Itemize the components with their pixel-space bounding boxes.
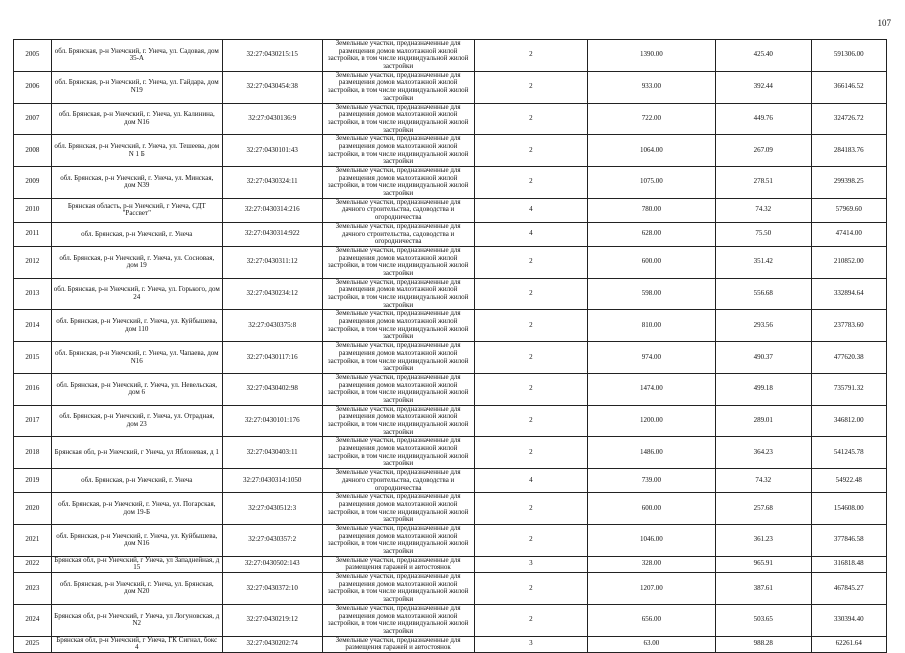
address-cell: обл. Брянская, р-н Унечский, г. Унеча, ул. Отрадная, дом 23 [51,405,222,437]
land-purpose-cell: Земельные участки, предназначенные для размещения домов малоэтажной жилой застройки, в том числе индивидуальной жилой застройки [322,167,474,199]
specific-value-cell: 387.61 [715,573,811,605]
table-row [14,437,887,469]
area-cell: 780.00 [587,198,715,222]
address-cell: Брянская обл, р-н Унечский, г Унеча, ул Западнейная, д 15 [51,556,222,572]
land-purpose-cell: Земельные участки, предназначенные для дачного строительства, садоводства и огородничества [322,469,474,493]
address-cell: обл. Брянская, р-н Унечский, г. Унеча, ул. Тешеева, дом N 1 Б [51,135,222,167]
record-number-cell: 2024 [14,604,52,636]
cadastral-number-cell: 32:27:0430219:12 [222,604,322,636]
record-number-cell: 2016 [14,373,52,405]
cadastral-value-cell: 284183.76 [811,135,886,167]
table-row [14,167,887,199]
address-cell: обл. Брянская, р-н Унечский, г. Унеча, ул. Погарская, дом 19-Б [51,493,222,525]
area-cell: 598.00 [587,278,715,310]
area-cell: 974.00 [587,342,715,374]
record-number-cell: 2021 [14,524,52,556]
area-cell: 1474.00 [587,373,715,405]
specific-value-cell: 75.50 [715,222,811,246]
address-cell: обл. Брянская, р-н Унечский, г. Унеча, ул. Садовая, дом 35-А [51,40,222,72]
land-purpose-cell: Земельные участки, предназначенные для размещения домов малоэтажной жилой застройки, в том числе индивидуальной жилой застройки [322,373,474,405]
specific-value-cell: 449.76 [715,103,811,135]
land-valuation-table [13,39,887,653]
table-row [14,342,887,374]
cadastral-number-cell: 32:27:0430403:11 [222,437,322,469]
area-cell: 1207.00 [587,573,715,605]
land-purpose-cell: Земельные участки, предназначенные для размещения домов малоэтажной жилой застройки, в том числе индивидуальной жилой застройки [322,405,474,437]
address-cell: обл. Брянская, р-н Унечский, г. Унеча, ул. Гайдара, дом N19 [51,71,222,103]
table-row [14,40,887,72]
address-cell: обл. Брянская, р-н Унечский, г. Унеча, ул. Горького, дом 24 [51,278,222,310]
specific-value-cell: 965.91 [715,556,811,572]
land-purpose-cell: Земельные участки, предназначенные для размещения домов малоэтажной жилой застройки, в том числе индивидуальной жилой застройки [322,246,474,278]
area-cell: 1046.00 [587,524,715,556]
area-cell: 810.00 [587,310,715,342]
cadastral-value-cell: 332894.64 [811,278,886,310]
cadastral-value-cell: 316818.48 [811,556,886,572]
cadastral-value-cell: 467845.27 [811,573,886,605]
table-row [14,198,887,222]
table-row [14,135,887,167]
area-cell: 1486.00 [587,437,715,469]
land-purpose-cell: Земельные участки, предназначенные для размещения домов малоэтажной жилой застройки, в том числе индивидуальной жилой застройки [322,278,474,310]
record-number-cell: 2020 [14,493,52,525]
record-number-cell: 2019 [14,469,52,493]
use-group-cell: 2 [474,604,587,636]
land-purpose-cell: Земельные участки, предназначенные для размещения гаражей и автостоянок [322,556,474,572]
record-number-cell: 2025 [14,636,52,652]
area-cell: 600.00 [587,493,715,525]
record-number-cell: 2023 [14,573,52,605]
use-group-cell: 4 [474,198,587,222]
use-group-cell: 2 [474,310,587,342]
cadastral-value-cell: 54922.48 [811,469,886,493]
use-group-cell: 4 [474,469,587,493]
specific-value-cell: 278.51 [715,167,811,199]
land-purpose-cell: Земельные участки, предназначенные для размещения домов малоэтажной жилой застройки, в том числе индивидуальной жилой застройки [322,310,474,342]
page-number: 107 [877,18,891,28]
address-cell: обл. Брянская, р-н Унечский, г. Унеча [51,222,222,246]
cadastral-value-cell: 735791.32 [811,373,886,405]
cadastral-number-cell: 32:27:0430136:9 [222,103,322,135]
use-group-cell: 4 [474,222,587,246]
cadastral-number-cell: 32:27:0430512:3 [222,493,322,525]
specific-value-cell: 293.56 [715,310,811,342]
record-number-cell: 2015 [14,342,52,374]
address-cell: обл. Брянская, р-н Унечский, г. Унеча, ул. Невельская, дом 6 [51,373,222,405]
record-number-cell: 2011 [14,222,52,246]
specific-value-cell: 988.28 [715,636,811,652]
record-number-cell: 2014 [14,310,52,342]
specific-value-cell: 257.68 [715,493,811,525]
use-group-cell: 2 [474,524,587,556]
use-group-cell: 2 [474,135,587,167]
specific-value-cell: 499.18 [715,373,811,405]
cadastral-value-cell: 591306.00 [811,40,886,72]
table-row [14,573,887,605]
cadastral-number-cell: 32:27:0430375:8 [222,310,322,342]
land-purpose-cell: Земельные участки, предназначенные для размещения домов малоэтажной жилой застройки, в том числе индивидуальной жилой застройки [322,71,474,103]
area-cell: 656.00 [587,604,715,636]
table-row [14,373,887,405]
cadastral-value-cell: 299398.25 [811,167,886,199]
cadastral-number-cell: 32:27:0430372:10 [222,573,322,605]
address-cell: обл. Брянская, р-н Унечский, г. Унеча, ул. Куйбышева, дом 110 [51,310,222,342]
record-number-cell: 2013 [14,278,52,310]
area-cell: 1075.00 [587,167,715,199]
land-purpose-cell: Земельные участки, предназначенные для размещения домов малоэтажной жилой застройки, в том числе индивидуальной жилой застройки [322,103,474,135]
area-cell: 63.00 [587,636,715,652]
cadastral-number-cell: 32:27:0430101:43 [222,135,322,167]
land-purpose-cell: Земельные участки, предназначенные для размещения домов малоэтажной жилой застройки, в том числе индивидуальной жилой застройки [322,342,474,374]
use-group-cell: 2 [474,437,587,469]
land-purpose-cell: Земельные участки, предназначенные для размещения домов малоэтажной жилой застройки, в том числе индивидуальной жилой застройки [322,604,474,636]
address-cell: обл. Брянская, р-н Унечский, г. Унеча, ул. Минская, дом N39 [51,167,222,199]
land-purpose-cell: Земельные участки, предназначенные для размещения гаражей и автостоянок [322,636,474,652]
table-row [14,493,887,525]
table-row [14,524,887,556]
area-cell: 739.00 [587,469,715,493]
cadastral-number-cell: 32:27:0430202:74 [222,636,322,652]
address-cell: обл. Брянская, р-н Унечский, г. Унеча, ул. Калинина, дом N16 [51,103,222,135]
specific-value-cell: 490.37 [715,342,811,374]
cadastral-value-cell: 541245.78 [811,437,886,469]
area-cell: 1064.00 [587,135,715,167]
cadastral-value-cell: 57969.60 [811,198,886,222]
area-cell: 628.00 [587,222,715,246]
cadastral-number-cell: 32:27:0430101:176 [222,405,322,437]
address-cell: обл. Брянская, р-н Унечский, г. Унеча [51,469,222,493]
table-row [14,222,887,246]
table-body [14,40,887,653]
address-cell: обл. Брянская, р-н Унечский, г. Унеча, ул. Куйбышева, дом N16 [51,524,222,556]
record-number-cell: 2010 [14,198,52,222]
address-cell: Брянская обл, р-н Унечский, г Унеча, ГК Сигнал, бокс 4 [51,636,222,652]
table-row [14,405,887,437]
record-number-cell: 2008 [14,135,52,167]
address-cell: обл. Брянская, р-н Унечский, г. Унеча, ул. Сосновая, дом 19 [51,246,222,278]
use-group-cell: 2 [474,373,587,405]
use-group-cell: 2 [474,493,587,525]
specific-value-cell: 74.32 [715,469,811,493]
address-cell: Брянская обл, р-н Унечский, г Унеча, ул Логуновская, д N2 [51,604,222,636]
address-cell: Брянская область, р-н Унечский, г Унеча, СДТ "Рассвет" [51,198,222,222]
cadastral-number-cell: 32:27:0430234:12 [222,278,322,310]
specific-value-cell: 392.44 [715,71,811,103]
land-purpose-cell: Земельные участки, предназначенные для размещения домов малоэтажной жилой застройки, в том числе индивидуальной жилой застройки [322,135,474,167]
area-cell: 328.00 [587,556,715,572]
record-number-cell: 2006 [14,71,52,103]
area-cell: 1390.00 [587,40,715,72]
cadastral-value-cell: 237783.60 [811,310,886,342]
area-cell: 1200.00 [587,405,715,437]
table-row [14,556,887,572]
cadastral-number-cell: 32:27:0430402:98 [222,373,322,405]
area-cell: 933.00 [587,71,715,103]
land-purpose-cell: Земельные участки, предназначенные для размещения домов малоэтажной жилой застройки, в том числе индивидуальной жилой застройки [322,524,474,556]
use-group-cell: 3 [474,556,587,572]
table-row [14,103,887,135]
specific-value-cell: 425.40 [715,40,811,72]
table-row [14,310,887,342]
land-purpose-cell: Земельные участки, предназначенные для дачного строительства, садоводства и огородничества [322,222,474,246]
specific-value-cell: 503.65 [715,604,811,636]
cadastral-number-cell: 32:27:0430454:38 [222,71,322,103]
record-number-cell: 2017 [14,405,52,437]
record-number-cell: 2022 [14,556,52,572]
cadastral-number-cell: 32:27:0430117:16 [222,342,322,374]
cadastral-value-cell: 377846.58 [811,524,886,556]
use-group-cell: 2 [474,40,587,72]
specific-value-cell: 289.01 [715,405,811,437]
record-number-cell: 2005 [14,40,52,72]
address-cell: Брянская обл, р-н Унечский, г Унеча, ул Яблоневая, д 1 [51,437,222,469]
address-cell: обл. Брянская, р-н Унечский, г. Унеча, ул. Чапаева, дом N16 [51,342,222,374]
land-purpose-cell: Земельные участки, предназначенные для дачного строительства, садоводства и огородничества [322,198,474,222]
specific-value-cell: 556.68 [715,278,811,310]
land-purpose-cell: Земельные участки, предназначенные для размещения домов малоэтажной жилой застройки, в том числе индивидуальной жилой застройки [322,493,474,525]
cadastral-value-cell: 330394.40 [811,604,886,636]
cadastral-number-cell: 32:27:0430314:216 [222,198,322,222]
cadastral-value-cell: 346812.00 [811,405,886,437]
use-group-cell: 2 [474,278,587,310]
cadastral-value-cell: 366146.52 [811,71,886,103]
table-row [14,278,887,310]
area-cell: 722.00 [587,103,715,135]
cadastral-number-cell: 32:27:0430311:12 [222,246,322,278]
cadastral-number-cell: 32:27:0430357:2 [222,524,322,556]
cadastral-value-cell: 47414.00 [811,222,886,246]
use-group-cell: 2 [474,71,587,103]
table-row [14,246,887,278]
use-group-cell: 2 [474,573,587,605]
table-row [14,71,887,103]
address-cell: обл. Брянская, р-н Унечский, г. Унеча, ул. Брянская, дом N20 [51,573,222,605]
cadastral-value-cell: 324726.72 [811,103,886,135]
specific-value-cell: 364.23 [715,437,811,469]
record-number-cell: 2007 [14,103,52,135]
specific-value-cell: 74.32 [715,198,811,222]
record-number-cell: 2012 [14,246,52,278]
specific-value-cell: 361.23 [715,524,811,556]
record-number-cell: 2009 [14,167,52,199]
use-group-cell: 2 [474,405,587,437]
use-group-cell: 2 [474,342,587,374]
use-group-cell: 2 [474,103,587,135]
cadastral-number-cell: 32:27:0430324:11 [222,167,322,199]
table-row [14,469,887,493]
cadastral-number-cell: 32:27:0430314:922 [222,222,322,246]
cadastral-value-cell: 62261.64 [811,636,886,652]
use-group-cell: 2 [474,246,587,278]
table-row [14,604,887,636]
area-cell: 600.00 [587,246,715,278]
land-purpose-cell: Земельные участки, предназначенные для размещения домов малоэтажной жилой застройки, в том числе индивидуальной жилой застройки [322,573,474,605]
record-number-cell: 2018 [14,437,52,469]
specific-value-cell: 267.09 [715,135,811,167]
cadastral-number-cell: 32:27:0430502:143 [222,556,322,572]
use-group-cell: 2 [474,167,587,199]
land-purpose-cell: Земельные участки, предназначенные для размещения домов малоэтажной жилой застройки, в том числе индивидуальной жилой застройки [322,40,474,72]
cadastral-number-cell: 32:27:0430215:15 [222,40,322,72]
cadastral-value-cell: 477620.38 [811,342,886,374]
specific-value-cell: 351.42 [715,246,811,278]
cadastral-value-cell: 154608.00 [811,493,886,525]
cadastral-number-cell: 32:27:0430314:1050 [222,469,322,493]
use-group-cell: 3 [474,636,587,652]
table-row [14,636,887,652]
land-purpose-cell: Земельные участки, предназначенные для размещения домов малоэтажной жилой застройки, в том числе индивидуальной жилой застройки [322,437,474,469]
cadastral-value-cell: 210852.00 [811,246,886,278]
